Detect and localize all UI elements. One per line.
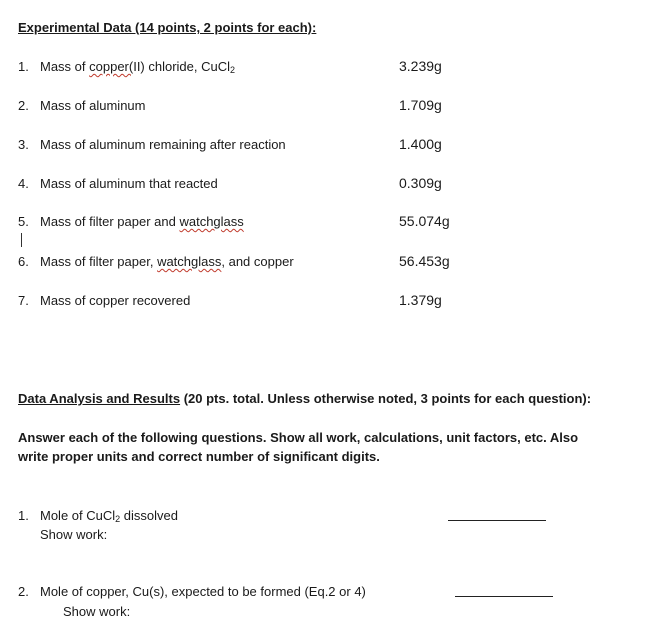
item-3-value: 1.400g [399,136,442,152]
item-7-value: 1.379g [399,292,442,308]
item-6-label-pre: Mass of filter paper, [40,254,158,269]
item-5-number: 5. [18,214,29,229]
question-1-subscript: 2 [115,514,121,524]
instructions-line-1: Answer each of the following questions. Show all work, calculations, unit factors, etc. Also [18,430,579,445]
item-1-number: 1. [18,59,29,74]
question-2-number: 2. [18,584,29,599]
question-2 [18,584,366,599]
item-7-number: 7. [18,293,29,308]
item-2-value: 1.709g [399,97,442,113]
item-2 [18,98,145,113]
item-5-label-pre: Mass of filter paper and [40,214,180,229]
analysis-heading-rest: (20 pts. total. Unless otherwise noted, 3 points for each question): [180,391,592,406]
experimental-heading: Experimental Data (14 points, 2 points for each): [18,20,317,35]
item-2-number: 2. [18,98,29,113]
item-7-label: Mass of copper recovered [40,293,191,308]
item-1-label-pre: Mass of [40,59,90,74]
item-5 [18,214,244,229]
analysis-heading-underlined: Data Analysis and Results [18,391,181,406]
question-1-label-pre: Mole of CuCl [40,508,116,523]
item-6-number: 6. [18,254,29,269]
item-7 [18,293,190,308]
question-1-answer-blank[interactable] [448,520,546,521]
question-1 [18,508,178,524]
item-3 [18,137,286,152]
item-2-label: Mass of aluminum [40,98,146,113]
item-1 [18,59,235,75]
item-1-label-wavy: copper( [89,59,134,74]
item-1-value: 3.239g [399,58,442,74]
question-2-answer-blank[interactable] [455,596,553,597]
question-2-label: Mole of copper, Cu(s), expected to be formed (Eq.2 or 4) [40,584,366,599]
item-1-subscript: 2 [230,65,236,75]
text-cursor [21,233,22,247]
item-3-label: Mass of aluminum remaining after reaction [40,137,286,152]
item-1-label-post: II) chloride, CuCl [133,59,231,74]
question-1-label-post: dissolved [120,508,178,523]
question-1-show-work: Show work: [40,527,108,542]
analysis-heading [18,391,591,406]
item-6 [18,254,294,269]
question-1-number: 1. [18,508,29,523]
item-4-number: 4. [18,176,29,191]
item-6-label-wavy: watchglass [157,254,222,269]
item-5-label-wavy: watchglass [179,214,244,229]
item-3-number: 3. [18,137,29,152]
instructions-line-2: write proper units and correct number of significant digits. [18,449,380,464]
item-4-label: Mass of aluminum that reacted [40,176,218,191]
item-6-label-post: , and copper [221,254,294,269]
question-2-show-work: Show work: [63,604,131,619]
item-5-value: 55.074g [399,213,450,229]
item-4-value: 0.309g [399,175,442,191]
item-4 [18,176,218,191]
item-6-value: 56.453g [399,253,450,269]
